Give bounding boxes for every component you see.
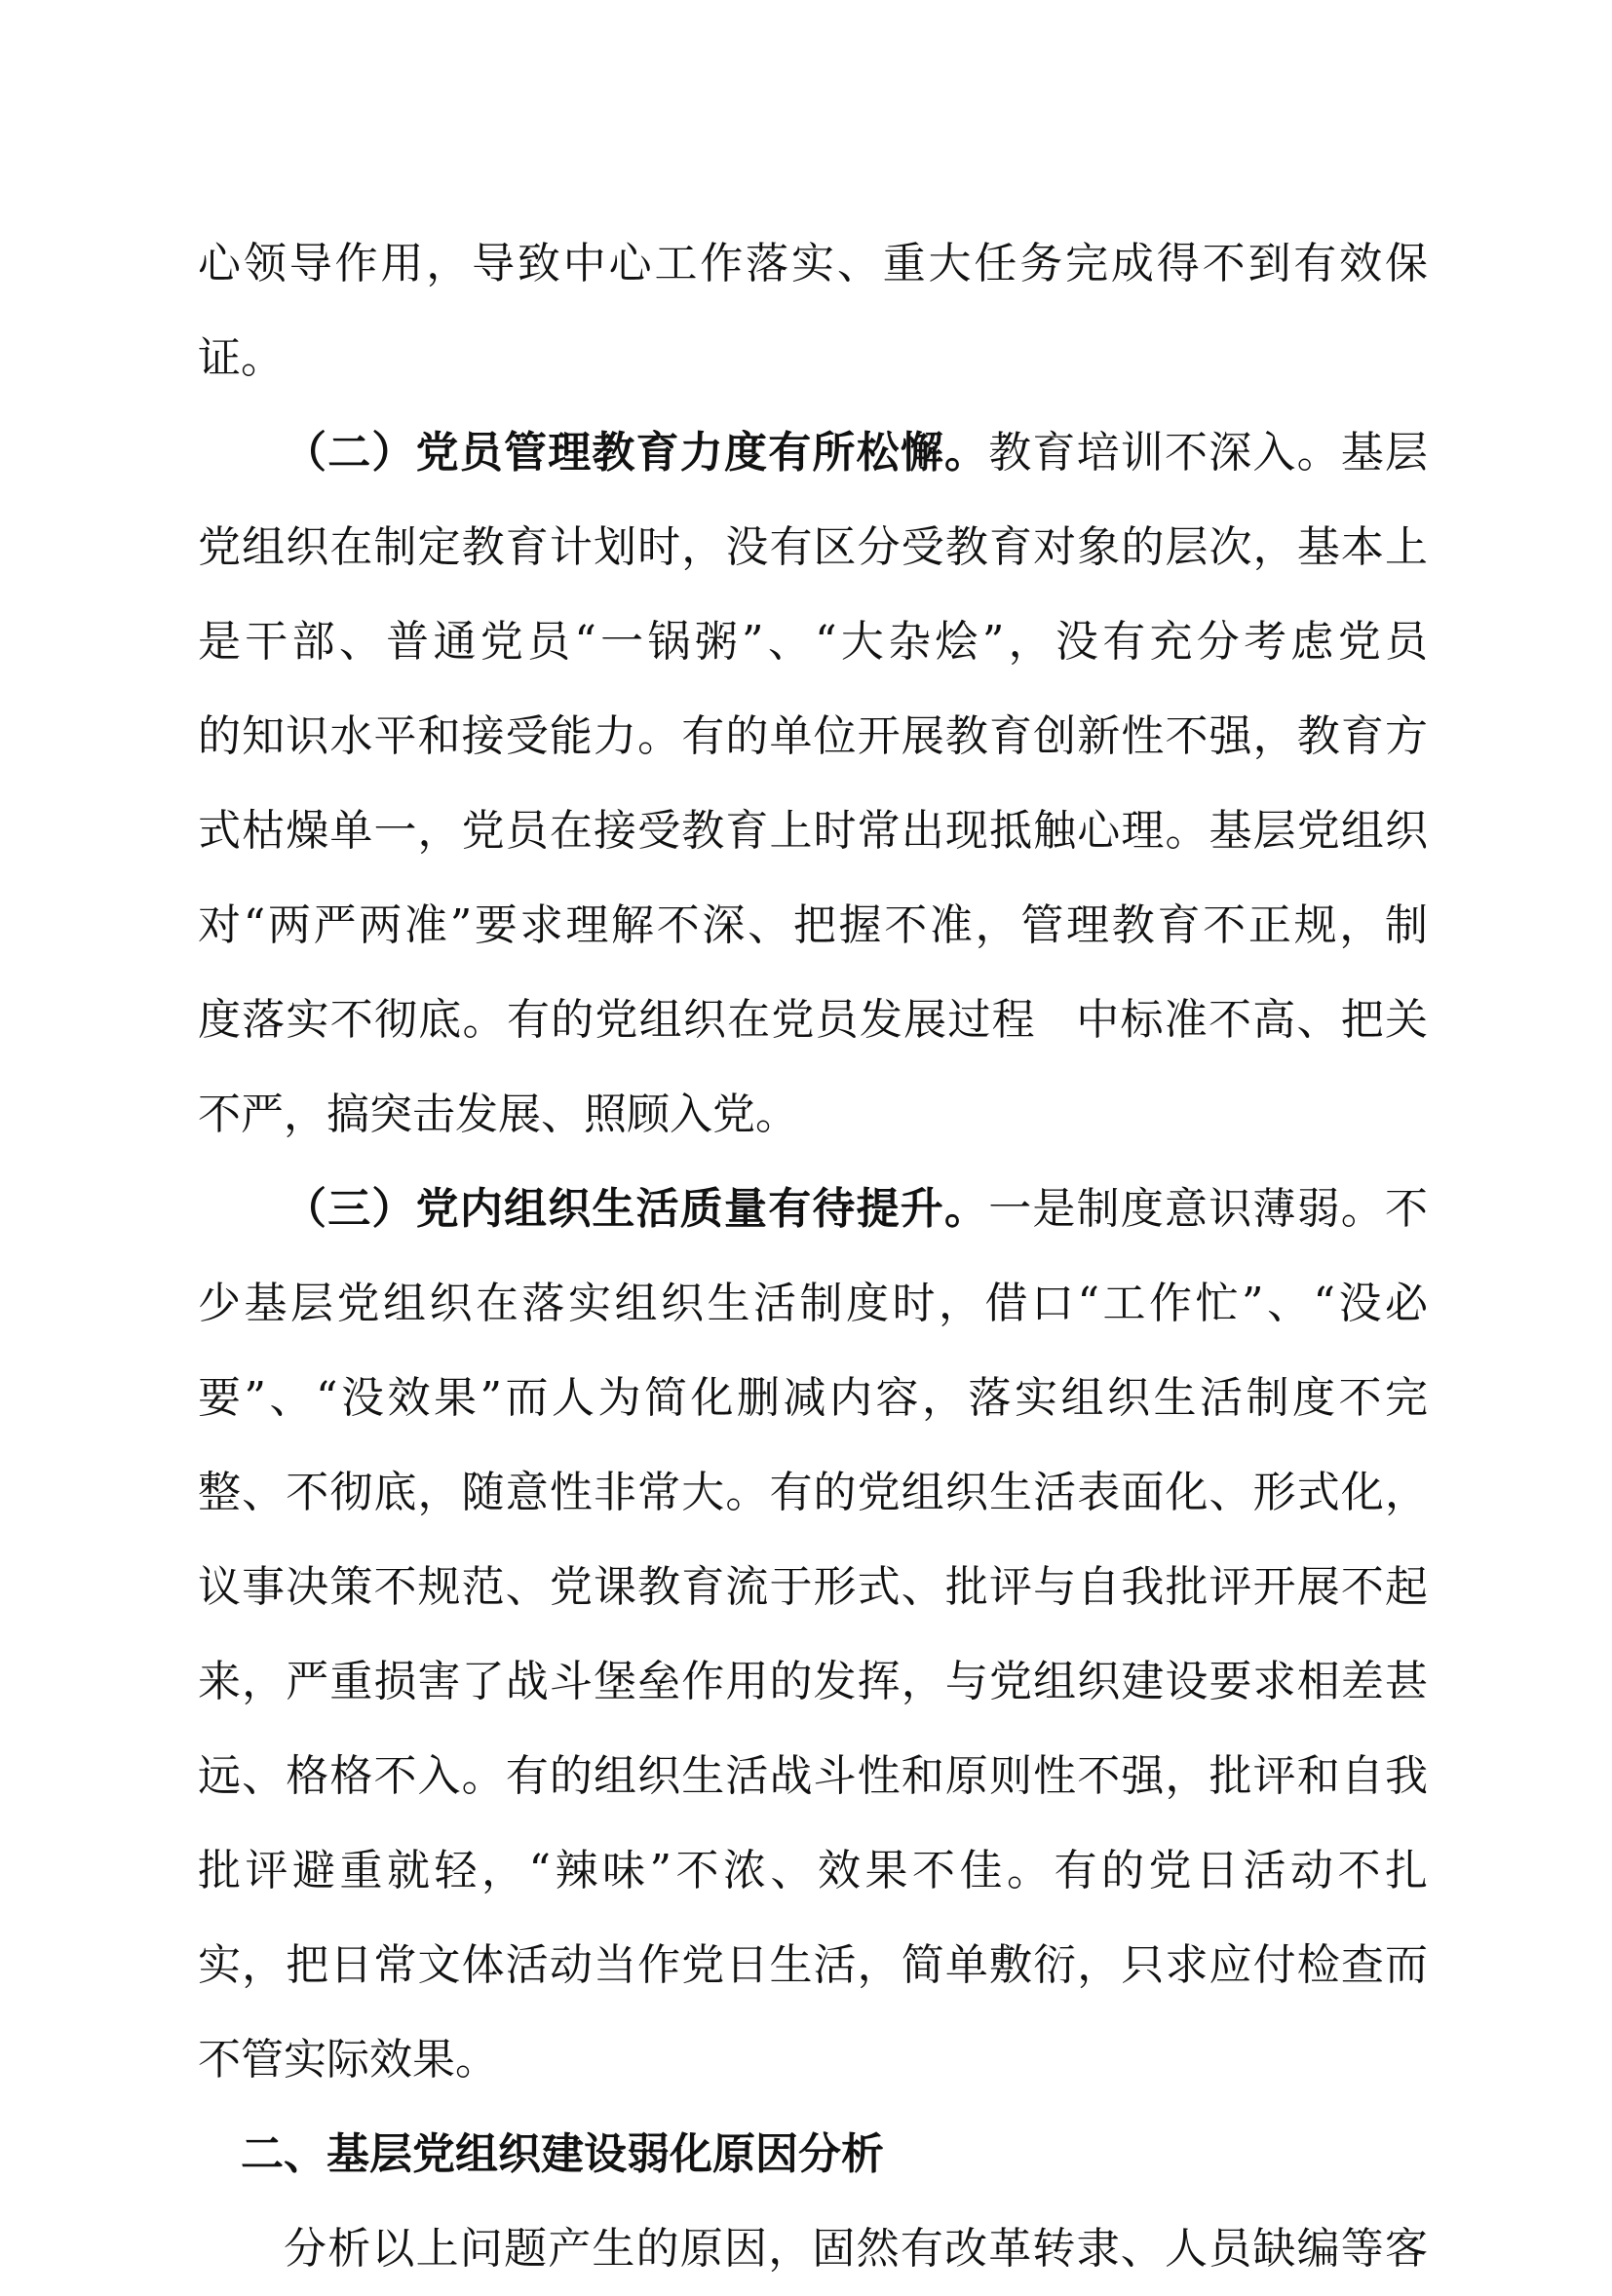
paragraph-2-line-7-part-2: 中标准不高、把关 xyxy=(1074,995,1429,1045)
paragraph-3-bold-lead: （三）党内组织生活质量有待提升。 xyxy=(284,1184,989,1234)
paragraph-2-line-6: 对“两严两准”要求理解不深、把握不准，管理教育不正规，制 xyxy=(198,900,1428,950)
paragraph-3-line-2: 少基层党组织在落实组织生活制度时，借口“工作忙”、“没必 xyxy=(198,1279,1428,1328)
paragraph-2-line-8: 不严，搞突击发展、照顾入党。 xyxy=(198,1090,798,1139)
paragraph-3-line-10: 不管实际效果。 xyxy=(198,2035,498,2085)
section-heading-2: 二、基层党组织建设弱化原因分析 xyxy=(241,2129,884,2179)
paragraph-1-line-2: 证。 xyxy=(198,333,284,383)
paragraph-3-line-8: 批评避重就轻，“辣味”不浓、效果不佳。有的党日活动不扎 xyxy=(198,1846,1428,1895)
paragraph-3-line-4: 整、不彻底，随意性非常大。有的党组织生活表面化、形式化， xyxy=(198,1468,1428,1517)
paragraph-3-line-1 xyxy=(198,1162,1428,1256)
paragraph-2-bold-lead: （二）党员管理教育力度有所松懈。 xyxy=(284,428,989,478)
document-page xyxy=(198,216,1428,2296)
paragraph-2-line-1 xyxy=(198,405,1428,500)
paragraph-3-line-5: 议事决策不规范、党课教育流于形式、批评与自我批评开展不起 xyxy=(198,1562,1428,1612)
paragraph-4-line-1: 分析以上问题产生的原因，固然有改革转隶、人员缺编等客 xyxy=(284,2224,1428,2274)
paragraph-3-line-7: 远、格格不入。有的组织生活战斗性和原则性不强，批评和自我 xyxy=(198,1751,1428,1801)
paragraph-3-line-6: 来，严重损害了战斗堡垒作用的发挥，与党组织建设要求相差甚 xyxy=(198,1657,1428,1706)
paragraph-2-line-7-part-1: 度落实不彻底。有的党组织在党员发展过程 xyxy=(198,995,1036,1045)
paragraph-2-line-2: 党组织在制定教育计划时，没有区分受教育对象的层次，基本上 xyxy=(198,522,1428,572)
paragraph-1-line-1: 心领导作用，导致中心工作落实、重大任务完成得不到有效保 xyxy=(198,239,1428,288)
paragraph-2-line-3: 是干部、普通党员“一锅粥”、“大杂烩”，没有充分考虑党员 xyxy=(198,617,1428,667)
paragraph-2-line-7 xyxy=(198,973,1428,1067)
paragraph-3-line-9: 实，把日常文体活动当作党日生活，简单敷衍，只求应付检查而 xyxy=(198,1940,1428,1990)
paragraph-2-line-4: 的知识水平和接受能力。有的单位开展教育创新性不强，教育方 xyxy=(198,711,1428,761)
paragraph-3-line-3: 要”、“没效果”而人为简化删减内容，落实组织生活制度不完 xyxy=(198,1373,1428,1423)
paragraph-2-line-5: 式枯燥单一，党员在接受教育上时常出现抵触心理。基层党组织 xyxy=(198,806,1428,856)
paragraph-3-first-line-rest: 一是制度意识薄弱。不 xyxy=(988,1184,1429,1234)
paragraph-2-first-line-rest: 教育培训不深入。基层 xyxy=(988,428,1429,478)
